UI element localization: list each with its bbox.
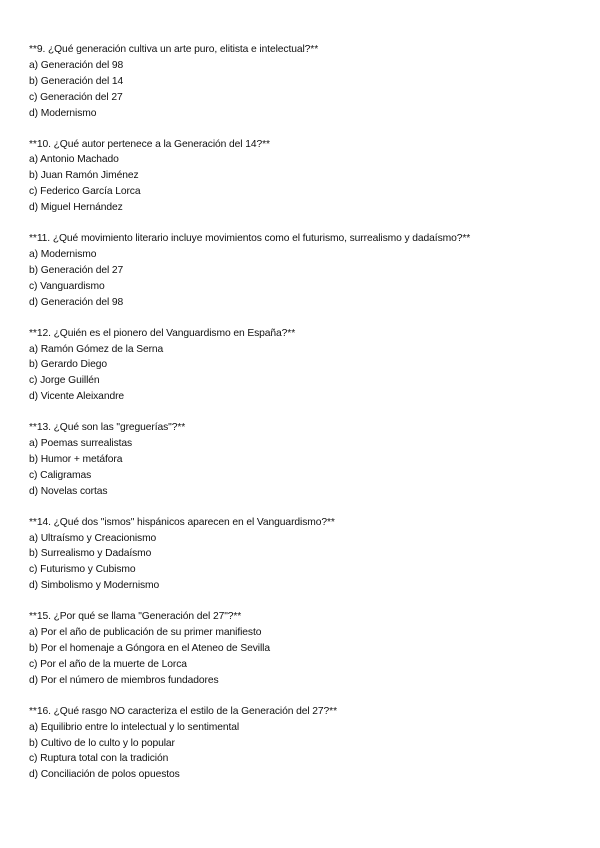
- option-a: a) Generación del 98: [29, 59, 124, 71]
- question-10: [29, 137, 589, 217]
- option-c: c) Futurismo y Cubismo: [29, 564, 136, 576]
- option-a: a) Ramón Gómez de la Serna: [29, 343, 164, 355]
- option-b: b) Surrealismo y Dadaísmo: [29, 548, 152, 560]
- option-c: c) Ruptura total con la tradición: [29, 753, 169, 765]
- question-title: **9. ¿Qué generación cultiva un arte puro, elitista e intelectual?**: [29, 44, 319, 55]
- question-title: **12. ¿Quién es el pionero del Vanguardismo en España?**: [29, 327, 296, 339]
- option-b: b) Juan Ramón Jiménez: [29, 170, 139, 182]
- option-c: c) Caligramas: [29, 469, 92, 481]
- option-a: a) Antonio Machado: [29, 154, 119, 166]
- question-15: [29, 609, 589, 689]
- option-c: c) Jorge Guillén: [29, 375, 100, 387]
- option-c: c) Por el año de la muerte de Lorca: [29, 658, 187, 670]
- option-b: b) Gerardo Diego: [29, 359, 107, 371]
- option-b: b) Generación del 27: [29, 264, 124, 276]
- question-16: [29, 704, 589, 784]
- option-b: b) Cultivo de lo culto y lo popular: [29, 737, 175, 749]
- option-c: c) Vanguardismo: [29, 280, 105, 292]
- question-title: **16. ¿Qué rasgo NO caracteriza el estilo de la Generación del 27?**: [29, 705, 337, 717]
- option-d: d) Generación del 98: [29, 296, 124, 308]
- option-c: c) Generación del 27: [29, 91, 123, 103]
- option-c: c) Federico García Lorca: [29, 186, 141, 198]
- question-14: [29, 515, 589, 595]
- option-d: d) Simbolismo y Modernismo: [29, 580, 160, 592]
- option-d: d) Miguel Hernández: [29, 202, 123, 214]
- question-9: [29, 42, 589, 122]
- option-a: a) Modernismo: [29, 248, 97, 260]
- option-b: b) Por el homenaje a Góngora en el Ateneo de Sevilla: [29, 643, 270, 654]
- option-b: b) Humor + metáfora: [29, 453, 123, 465]
- question-title: **13. ¿Qué son las "greguerías"?**: [29, 422, 186, 434]
- question-13: [29, 420, 589, 500]
- option-a: a) Ultraísmo y Creacionismo: [29, 532, 157, 544]
- question-title: **14. ¿Qué dos "ismos" hispánicos aparecen en el Vanguardismo?**: [29, 516, 335, 528]
- option-d: d) Vicente Aleixandre: [29, 391, 125, 403]
- question-title: **15. ¿Por qué se llama "Generación del 27"?**: [29, 611, 242, 623]
- option-d: d) Novelas cortas: [29, 485, 108, 497]
- option-a: a) Poemas surrealistas: [29, 438, 133, 450]
- option-d: d) Modernismo: [29, 107, 97, 119]
- option-d: d) Por el número de miembros fundadores: [29, 674, 219, 686]
- quiz-document: [29, 42, 589, 798]
- question-12: [29, 326, 589, 406]
- question-11: [29, 231, 589, 311]
- option-a: a) Equilibrio entre lo intelectual y lo sentimental: [29, 721, 240, 733]
- option-d: d) Conciliación de polos opuestos: [29, 769, 180, 781]
- question-title: **10. ¿Qué autor pertenece a la Generación del 14?**: [29, 138, 270, 150]
- option-b: b) Generación del 14: [29, 75, 124, 87]
- question-title: **11. ¿Qué movimiento literario incluye movimientos como el futurismo, surrealismo y dadaísmo?**: [29, 233, 471, 245]
- option-a: a) Por el año de publicación de su primer manifiesto: [29, 627, 262, 639]
